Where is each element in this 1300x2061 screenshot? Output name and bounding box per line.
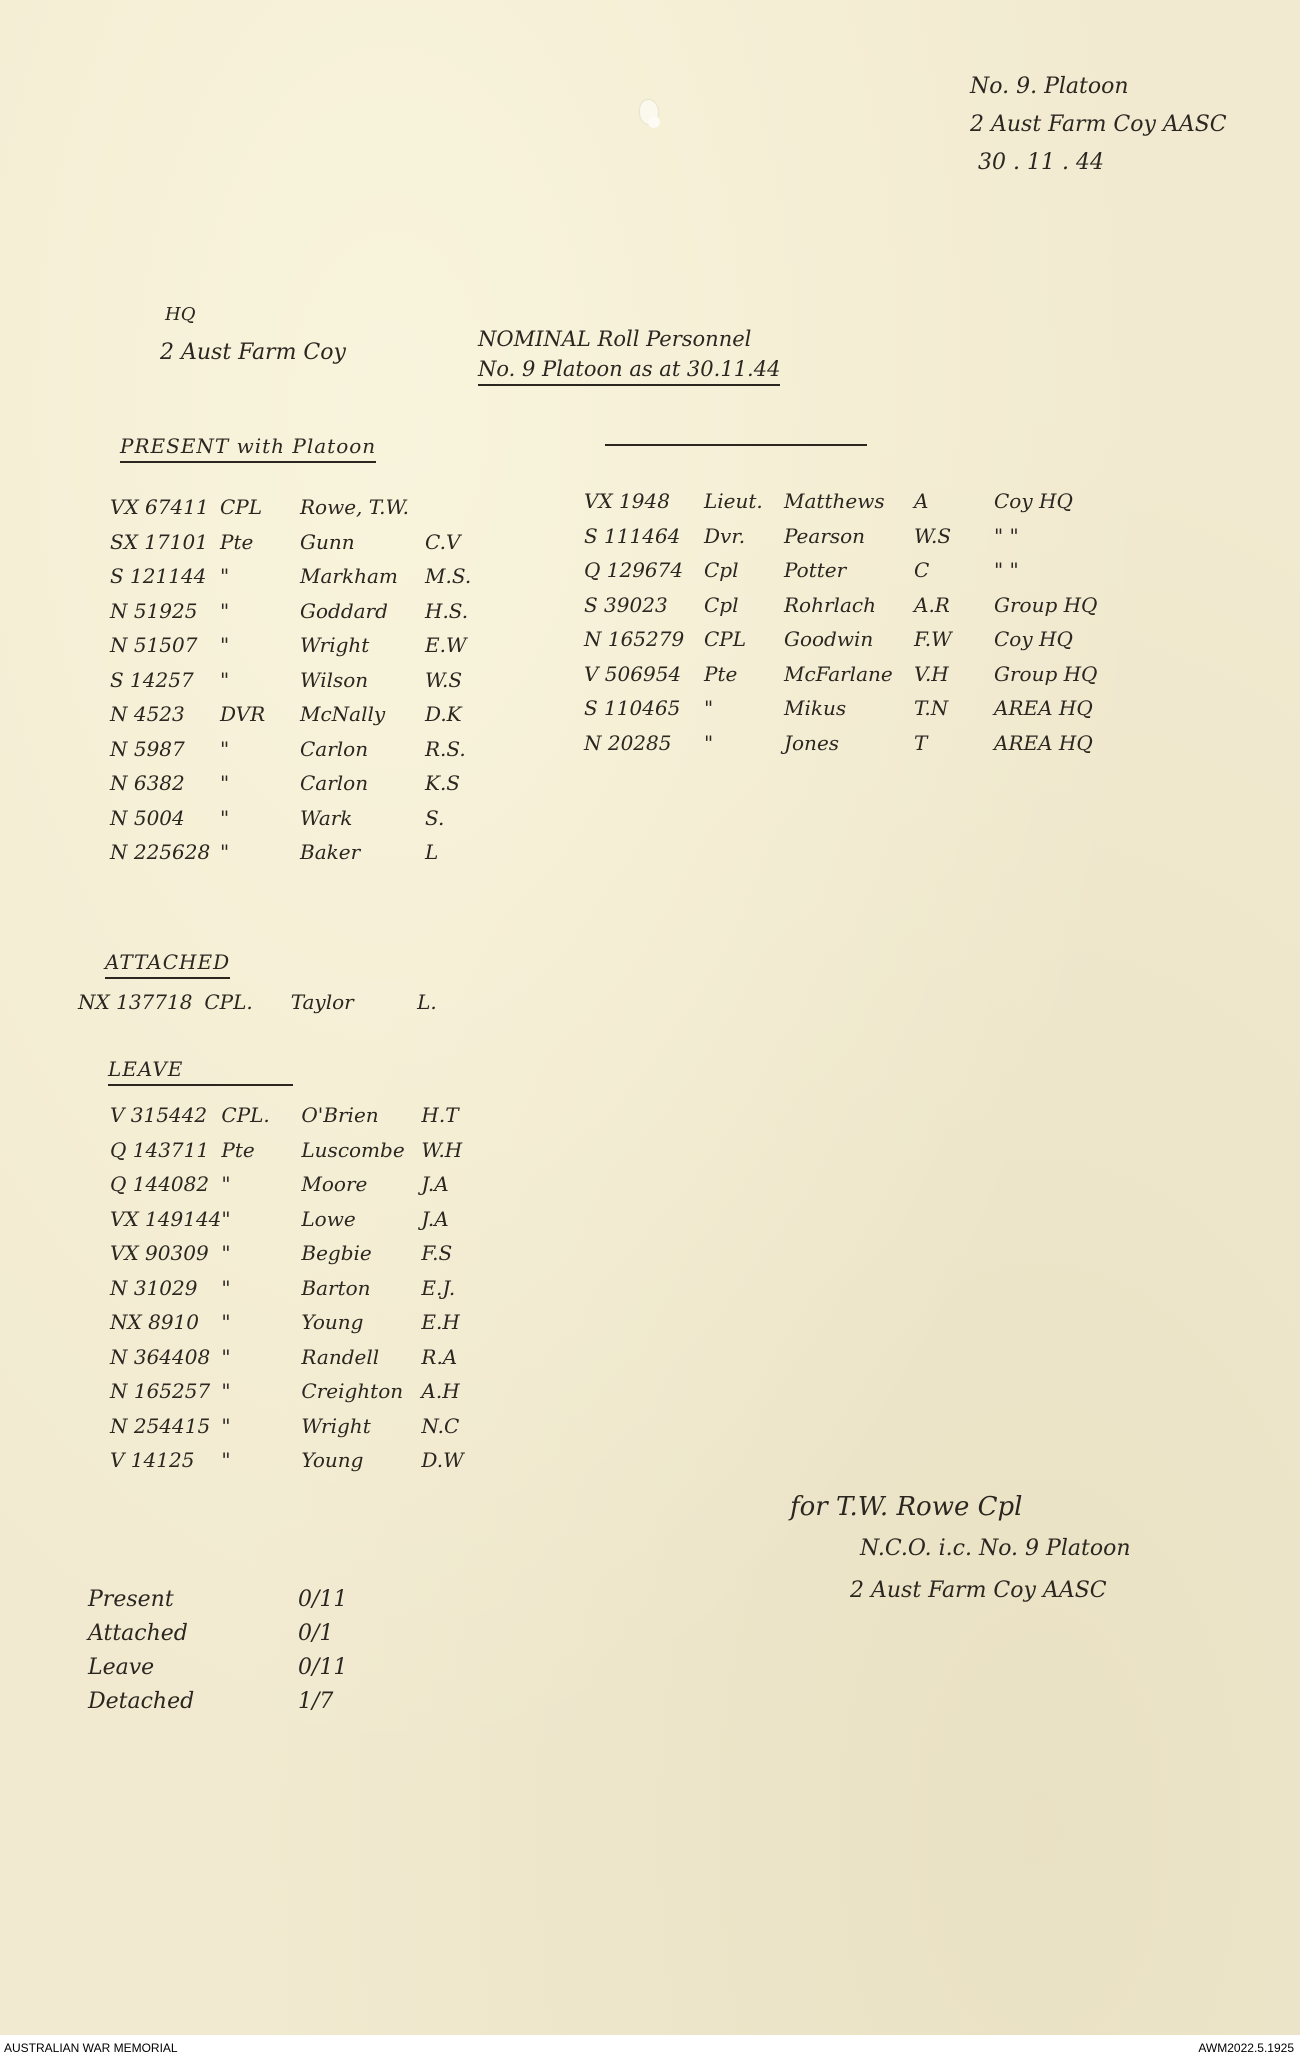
location: AREA HQ — [994, 696, 1093, 721]
roll-row — [110, 628, 485, 663]
document-date: 30 . 11 . 44 — [978, 150, 1104, 175]
service-number: S 39023 — [584, 592, 668, 617]
surname: Wark — [300, 805, 353, 830]
service-number: N 4523 — [110, 702, 185, 727]
surname: Matthews — [784, 489, 885, 514]
service-number: S 110465 — [584, 696, 681, 721]
roll-row — [110, 490, 485, 525]
attached-heading: ATTACHED — [105, 950, 230, 974]
rank: DVR — [220, 702, 266, 727]
service-number: S 121144 — [110, 564, 207, 589]
surname: Rohrlach — [784, 592, 876, 617]
location: AREA HQ — [994, 730, 1093, 755]
rank: " — [220, 771, 230, 796]
platoon-header — [970, 68, 1227, 182]
rank: CPL — [704, 627, 747, 652]
roll-row — [88, 1650, 347, 1684]
addressee-line: 2 Aust Farm Coy — [160, 340, 346, 365]
initials: E.W — [425, 633, 467, 658]
surname: Baker — [300, 840, 361, 865]
roll-row — [110, 663, 485, 698]
addressee — [160, 296, 346, 372]
service-number: N 364408 — [110, 1344, 211, 1369]
rank: CPL. — [221, 1103, 270, 1128]
roll-row — [110, 1305, 481, 1340]
service-number: SX 17101 — [110, 529, 208, 554]
surname: Young — [301, 1310, 364, 1335]
roll-row — [584, 622, 1114, 657]
surname: Wright — [300, 633, 370, 658]
rank: " — [220, 667, 230, 692]
attached-row — [78, 990, 437, 1014]
rank: CPL. — [204, 990, 253, 1014]
service-number: V 506954 — [584, 661, 682, 686]
rank: " — [221, 1172, 231, 1197]
roll-row — [584, 657, 1114, 692]
signatory-unit: 2 Aust Farm Coy AASC — [850, 1578, 1107, 1603]
surname: Mikus — [784, 696, 847, 721]
summary-label: Present — [88, 1586, 174, 1612]
surname: O'Brien — [301, 1103, 379, 1128]
roll-row — [110, 1167, 481, 1202]
archive-footer — [0, 2035, 1300, 2061]
roll-row — [88, 1616, 347, 1650]
initials: C.V — [425, 529, 461, 554]
service-number: N 6382 — [110, 771, 185, 796]
initials: S. — [425, 805, 445, 830]
initials: V.H — [914, 661, 949, 686]
title-line-1: NOMINAL Roll Personnel — [478, 327, 752, 351]
initials: C — [914, 558, 930, 583]
paper-tear-mark — [648, 116, 660, 128]
initials: T — [914, 730, 928, 755]
service-number: V 14125 — [110, 1448, 195, 1473]
roll-row — [110, 697, 485, 732]
archive-reference: AWM2022.5.1925 — [1198, 2041, 1294, 2055]
roll-row — [110, 559, 485, 594]
initials: F.W — [914, 627, 952, 652]
rank: " — [220, 633, 230, 658]
service-number: VX 90309 — [110, 1241, 209, 1266]
initials: T.N — [914, 696, 949, 721]
initials: A.H — [421, 1379, 460, 1404]
initials: L. — [417, 990, 437, 1014]
surname: Potter — [784, 558, 847, 583]
rank: Pte — [220, 529, 254, 554]
service-number: Q 144082 — [110, 1172, 210, 1197]
location: Coy HQ — [994, 627, 1073, 652]
initials: R.S. — [425, 736, 466, 761]
initials: D.K — [425, 702, 462, 727]
rank: " — [221, 1379, 231, 1404]
leave-heading: LEAVE — [108, 1057, 293, 1081]
initials: K.S — [425, 771, 460, 796]
initials: F.S — [421, 1241, 453, 1266]
surname: Wilson — [300, 667, 369, 692]
rank: CPL — [220, 495, 263, 520]
rank: " — [221, 1310, 231, 1335]
rank: " — [221, 1275, 231, 1300]
location: " " — [994, 523, 1019, 548]
signatory-role: N.C.O. i.c. No. 9 Platoon — [860, 1536, 1131, 1561]
service-number: VX 149144 — [110, 1206, 222, 1231]
service-number: N 20285 — [584, 730, 672, 755]
archive-name: AUSTRALIAN WAR MEMORIAL — [4, 2041, 178, 2055]
location: Group HQ — [994, 661, 1098, 686]
initials: W.S — [914, 523, 952, 548]
surname: Goddard — [300, 598, 388, 623]
initials: J.A — [421, 1206, 449, 1231]
summary-count: 0/11 — [298, 1654, 348, 1680]
summary-count: 0/1 — [298, 1620, 334, 1646]
roll-row — [88, 1684, 347, 1718]
rank: " — [220, 840, 230, 865]
signature-line: for T.W. Rowe Cpl — [790, 1492, 1023, 1522]
roll-row — [110, 835, 485, 870]
service-number: N 51507 — [110, 633, 198, 658]
initials: E.J. — [421, 1275, 456, 1300]
initials: M.S. — [425, 564, 472, 589]
rank: " — [221, 1241, 231, 1266]
surname: Moore — [301, 1172, 368, 1197]
location: Coy HQ — [994, 489, 1073, 514]
rank: Cpl — [704, 592, 739, 617]
surname: Carlon — [300, 736, 369, 761]
rank: " — [220, 736, 230, 761]
service-number: N 51925 — [110, 598, 198, 623]
company-name: 2 Aust Farm Coy AASC — [970, 112, 1227, 137]
surname: Goodwin — [784, 627, 874, 652]
signature-block — [790, 1486, 1131, 1612]
surname: Young — [301, 1448, 364, 1473]
surname: Carlon — [300, 771, 369, 796]
roll-row — [110, 766, 485, 801]
initials: N.C — [421, 1413, 460, 1438]
surname: Pearson — [784, 523, 866, 548]
rank: Pte — [704, 661, 738, 686]
surname: Randell — [301, 1344, 380, 1369]
roll-row — [110, 594, 485, 629]
present-heading: PRESENT with Platoon — [120, 434, 376, 458]
service-number: N 225628 — [110, 840, 211, 865]
rank: " — [704, 696, 714, 721]
detached-roll-table — [584, 484, 1114, 760]
service-number: V 315442 — [110, 1103, 208, 1128]
service-number: N 165279 — [584, 627, 685, 652]
addressee-line: HQ — [165, 304, 196, 325]
surname: Lowe — [301, 1206, 356, 1231]
roll-row — [110, 1098, 481, 1133]
document-title — [478, 324, 780, 386]
roll-row — [88, 1582, 347, 1616]
initials: W.S — [425, 667, 463, 692]
initials: H.S. — [425, 598, 469, 623]
leave-roll-table — [110, 1098, 481, 1478]
rank: Dvr. — [704, 523, 746, 548]
surname: Markham — [300, 564, 398, 589]
surname: McFarlane — [784, 661, 893, 686]
initials: E.H — [421, 1310, 460, 1335]
initials: R.A — [421, 1344, 458, 1369]
location: Group HQ — [994, 592, 1098, 617]
roll-row — [110, 732, 485, 767]
service-number: VX 1948 — [584, 489, 670, 514]
surname: Begbie — [301, 1241, 372, 1266]
roll-row — [584, 726, 1114, 761]
roll-row — [584, 588, 1114, 623]
rank: " — [221, 1206, 231, 1231]
initials — [425, 490, 485, 525]
title-line-2: No. 9 Platoon as at 30.11.44 — [478, 354, 780, 386]
strength-summary — [88, 1582, 347, 1718]
roll-row — [110, 1202, 481, 1237]
initials: H.T — [421, 1103, 459, 1128]
surname: Creighton — [301, 1379, 404, 1404]
rank: Lieut. — [704, 489, 763, 514]
summary-label: Detached — [88, 1688, 195, 1714]
rank: " — [220, 564, 230, 589]
summary-count: 1/7 — [298, 1688, 334, 1714]
rank: " — [221, 1344, 231, 1369]
rank: " — [221, 1448, 231, 1473]
rank: Cpl — [704, 558, 739, 583]
initials: J.A — [421, 1172, 449, 1197]
roll-row — [110, 1374, 481, 1409]
roll-row — [110, 1271, 481, 1306]
surname: Wright — [301, 1413, 371, 1438]
roll-row — [110, 1443, 481, 1478]
summary-label: Leave — [88, 1654, 155, 1680]
initials: L — [425, 840, 439, 865]
initials: W.H — [421, 1137, 463, 1162]
roll-row — [584, 553, 1114, 588]
roll-row — [110, 801, 485, 836]
service-number: N 5987 — [110, 736, 185, 761]
initials: A — [914, 489, 929, 514]
roll-row — [584, 519, 1114, 554]
service-number: Q 143711 — [110, 1137, 210, 1162]
roll-row — [110, 525, 485, 560]
rank: " — [220, 598, 230, 623]
surname: Barton — [301, 1275, 371, 1300]
service-number: NX 137718 — [78, 990, 193, 1014]
rank: Pte — [221, 1137, 255, 1162]
service-number: VX 67411 — [110, 495, 209, 520]
location: " " — [994, 558, 1019, 583]
surname: McNally — [300, 702, 386, 727]
roll-row — [584, 484, 1114, 519]
service-number: S 111464 — [584, 523, 681, 548]
roll-row — [110, 1340, 481, 1375]
roll-row — [584, 691, 1114, 726]
roll-row — [110, 1409, 481, 1444]
service-number: N 31029 — [110, 1275, 198, 1300]
rank: " — [220, 805, 230, 830]
surname: Taylor — [290, 990, 354, 1014]
summary-count: 0/11 — [298, 1586, 348, 1612]
surname: Gunn — [300, 529, 355, 554]
initials: D.W — [421, 1448, 464, 1473]
present-roll-table — [110, 490, 485, 870]
roll-row — [110, 1236, 481, 1271]
service-number: S 14257 — [110, 667, 194, 692]
service-number: N 254415 — [110, 1413, 211, 1438]
platoon-name: No. 9. Platoon — [970, 74, 1129, 99]
surname: Jones — [784, 730, 840, 755]
service-number: N 5004 — [110, 805, 185, 830]
surname: Luscombe — [301, 1137, 405, 1162]
roll-row — [110, 1133, 481, 1168]
service-number: Q 129674 — [584, 558, 684, 583]
surname: Rowe, T.W. — [300, 495, 409, 520]
rank: " — [704, 730, 714, 755]
initials: A.R — [914, 592, 950, 617]
service-number: N 165257 — [110, 1379, 211, 1404]
summary-label: Attached — [88, 1620, 188, 1646]
rank: " — [221, 1413, 231, 1438]
divider-line — [605, 444, 867, 446]
service-number: NX 8910 — [110, 1310, 199, 1335]
